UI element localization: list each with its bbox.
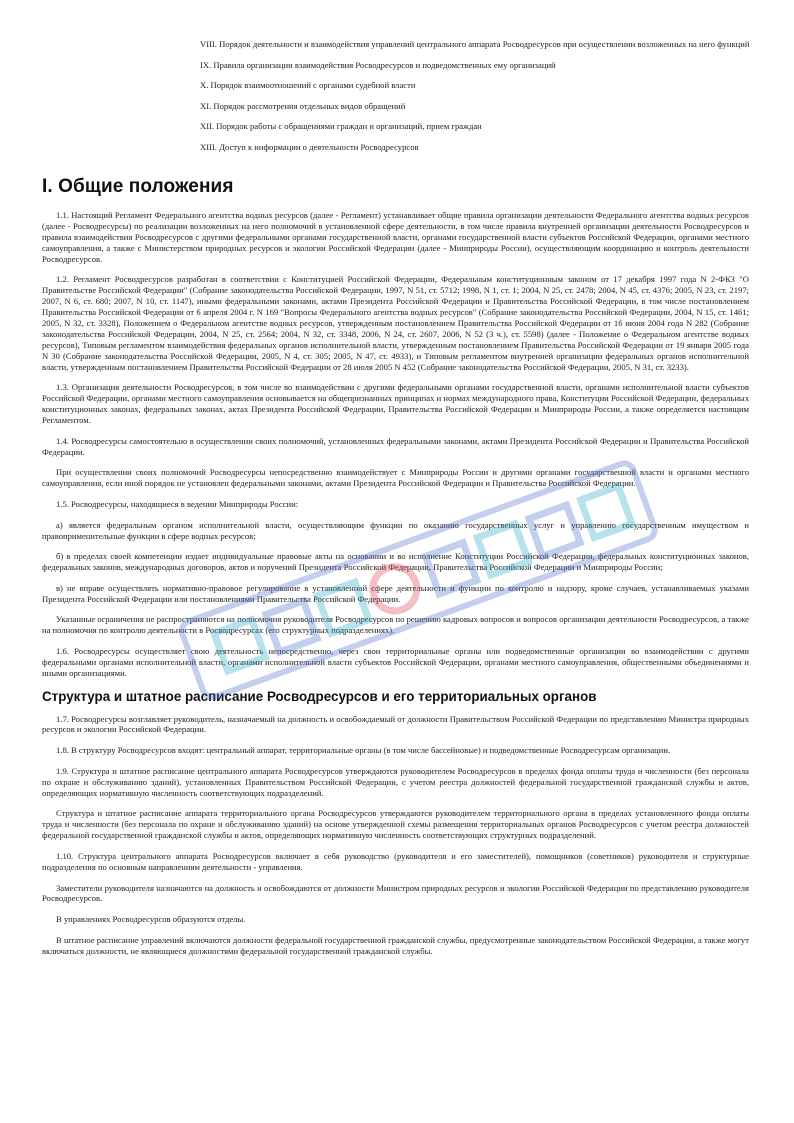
toc-item-x	[200, 80, 760, 91]
paragraph-1-8: 1.8. В структуру Росводресурсов входят: центральный аппарат, территориальные органы (в том числе бассейновые) и подведомственные Росводресурсам организации.	[56, 745, 671, 756]
paragraph-departments: В управлениях Росводресурсов образуются отделы.	[56, 914, 246, 925]
toc-item-label: IX. Правила организации взаимодействия Росводресурсов и подведомственных ему организаций	[200, 59, 556, 70]
toc-item-label: X. Порядок взаимоотношений с органами судебной власти	[200, 80, 416, 90]
toc-item-xi	[200, 101, 760, 112]
paragraph-1-5: 1.5. Росводресурсы, находящиеся в ведении Минприроды России:	[56, 498, 299, 509]
paragraph-1-5-v: в) не вправе осуществлять нормативно-правовое регулирование в установленной сфере деятельности и функции по контролю и надзору, кроме случаев, устанавливаемых указами Президента Российской Федерации или постановлениями Правительства Российской Федерации.	[42, 582, 749, 604]
paragraph-deputies: Заместители руководителя назначаются на должность и освобождаются от должности Министром природных ресурсов и экологии Российской Федерации по представлению руководителя Росводресурсов.	[42, 882, 749, 904]
toc-item-label: VIII. Порядок деятельности и взаимодействия управлений центрального аппарата Росводресурсов при осуществлении возложенных на него функций	[200, 39, 750, 49]
toc-item-ix	[200, 60, 760, 71]
toc-item-viii	[200, 39, 760, 50]
paragraph-1-7: 1.7. Росводресурсы возглавляет руководитель, назначаемый на должность и освобождаемый от должности Правительством Российской Федерации по представлению Министра природных ресурсов и экологии Российской Федерации.	[42, 713, 749, 735]
toc-item-label: XII. Порядок работы с обращениями граждан и организаций, прием граждан	[200, 121, 482, 131]
document-body	[42, 176, 749, 966]
paragraph-1-6: 1.6. Росводресурсы осуществляет свою деятельность непосредственно, через свои территориальные органы или подведомственные организации во взаимодействии с другими федеральными органами исполнительной власти, органами исполнительной власти субъектов Российской Федерации, органами местного самоуправления, общественными объединениями и иными организациями.	[42, 646, 749, 678]
paragraph-1-2: 1.2. Регламент Росводресурсов разработан в соответствии с Конституцией Российской Федерации, Федеральным конституционным законом от 17 декабря 1997 года N 2-ФКЗ "О Правительстве Российской Федерации" (Собрание законодательства Российской Федерации, 1997, N 51, ст. 5712; 1998, N 1, ст. 1; 2004, N 25, ст. 2478; 2004, N 45, ст. 4376; 2005, N 23, ст. 2197; 2007, N 6, ст. 680; 2007, N 10, ст. 1147), иными федеральными законами, актами Президента Российской Федерации и Правительства Российской Федерации, в том числе постановлением Правительства Российской Федерации от 6 апреля 2004 г. N 169 "Вопросы Федерального агентства водных ресурсов" (Собрание законодательства Российской Федерации, 2004, N 15, ст. 1461; 2005, N 32, ст. 3328), Положением о Федеральном агентстве водных ресурсов, утвержденным постановлением Правительства Российской Федерации от 16 июня 2004 года N 282 (Собрание законодательства Российской Федерации, 2004, N 25, ст. 2564; 2004, N 32, ст. 3348, 2006, N 24, ст. 2607, 2006, N 52 (3 ч.), ст. 5598) (далее - Положение о Федеральном агентстве водных ресурсов), Типовым регламентом взаимодействия федеральных органов исполнительной власти, утвержденным постановлением Правительства Российской Федерации от 19 января 2005 года N 30 (Собрание законодательства Российской Федерации, 2005, N 4, ст. 305; 2005, N 47, ст. 4933), и Типовым регламентом внутренней организации федеральных органов исполнительной власти, утвержденным постановлением Правительства Российской Федерации от 28 июля 2005 N 452 (Собрание законодательства Российской Федерации, 2005, N 31, ст. 3233).	[42, 274, 749, 372]
paragraph-staff-positions: В штатное расписание управлений включаются должности федеральной государственной гражданской службы, предусмотренные законодательством Российской Федерации, а также могут включаться должности, не являющиеся должностями федеральной государственной гражданской службы.	[42, 934, 749, 956]
paragraph-1-3: 1.3. Организация деятельности Росводресурсов, в том числе во взаимодействии с другими федеральными органами государственной власти, органами исполнительной власти субъектов Российской Федерации, органами местного самоуправления основывается на общепризнанных принципах и нормах международного права, Конституции Российской Федерации, федеральных конституционных законах, федеральных законах, актах Президента Российской Федерации, Правительства Российской Федерации и Минприроды России, а также определяется настоящим Регламентом.	[42, 382, 749, 425]
paragraph-1-9: 1.9. Структура и штатное расписание центрального аппарата Росводресурсов утверждаются руководителем Росводресурсов в пределах фонда оплаты труда и численности (без персонала по охране и обслуживанию зданий), установленных Правительством Российской Федерации, с учетом реестра должностей федеральной государственной гражданской службы и актов, определяющих нормативную численность соответствующих подразделений.	[42, 765, 749, 798]
paragraph-1-1: 1.1. Настоящий Регламент Федерального агентства водных ресурсов (далее - Регламент) устанавливает общие правила организации деятельности Федерального агентства водных ресурсов (далее - Росводресурсы) по реализации возложенных на него полномочий в установленной сфере деятельности, в том числе правила внутренней организации деятельности Росводресурсов и правила взаимодействия Росводресурсов с другими федеральными органами государственной власти, органами государственной власти субъектов Российской Федерации, органами местного самоуправления, а также с Министерством природных ресурсов и экологии Российской Федерации (далее - Минприроды России), осуществляющим координацию и контроль деятельности Росводресурсов.	[42, 210, 749, 264]
table-of-contents	[200, 39, 760, 162]
section-title-general: I. Общие положения	[42, 176, 234, 197]
paragraph-1-4: 1.4. Росводресурсы самостоятельно в осуществлении своих полномочий, установленных федеральными законами, актами Президента Российской Федерации и Правительства Российской Федерации.	[42, 435, 749, 457]
paragraph-1-10: 1.10. Структура центрального аппарата Росводресурсов включает в себя руководство (руководителя и его заместителей), помощников (советников) руководителя и структурные подразделения по основным направлениям деятельности - управления.	[42, 850, 749, 872]
paragraph-1-9-cont: Структура и штатное расписание аппарата территориального органа Росводресурсов утверждаются руководителем территориального органа в пределах установленного фонда оплаты труда и численности (без персонала по охране и обслуживанию зданий) на основе утвержденной схемы размещения территориальных органов Росводресурсов с учетом реестра должностей федеральной государственной гражданской службы и актов, определяющих нормативную численность соответствующих структурных подразделений.	[42, 808, 749, 841]
toc-item-label: XI. Порядок рассмотрения отдельных видов обращений	[200, 100, 406, 111]
toc-item-xiii	[200, 142, 760, 153]
paragraph-limitations: Указанные ограничения не распространяются на полномочия руководителя Росводресурсов по решению кадровых вопросов и вопросов организации деятельности Росводресурсов, а также на полномочия по контролю деятельности в Росводресурсах (его структурных подразделениях).	[42, 614, 749, 636]
toc-item-xii	[200, 121, 760, 132]
section-title-structure: Структура и штатное расписание Росводресурсов и его территориальных органов	[42, 688, 597, 704]
paragraph-1-4-cont: При осуществлении своих полномочий Росводресурсы непосредственно взаимодействует с Минприроды России и другими органами государственной власти и органами местного самоуправления, если иной порядок не установлен федеральными законами, актами Президента Российской Федерации и Правительства Российской Федерации.	[42, 467, 749, 489]
paragraph-1-5-b: б) в пределах своей компетенции издает индивидуальные правовые акты на основании и во исполнение Конституции Российской Федерации, федеральных конституционных законов, федеральных законов, международных договоров, актов и поручений Президента Российской Федерации, Правительства Российской Федерации и Минприроды России;	[42, 551, 749, 573]
toc-item-label: XIII. Доступ к информации о деятельности Росводресурсов	[200, 141, 419, 152]
paragraph-1-5-a: а) является федеральным органом исполнительной власти, осуществляющим функции по оказанию государственных услуг и управлению государственным имуществом и правоприменительные функции в сфере водных ресурсов;	[42, 519, 749, 541]
